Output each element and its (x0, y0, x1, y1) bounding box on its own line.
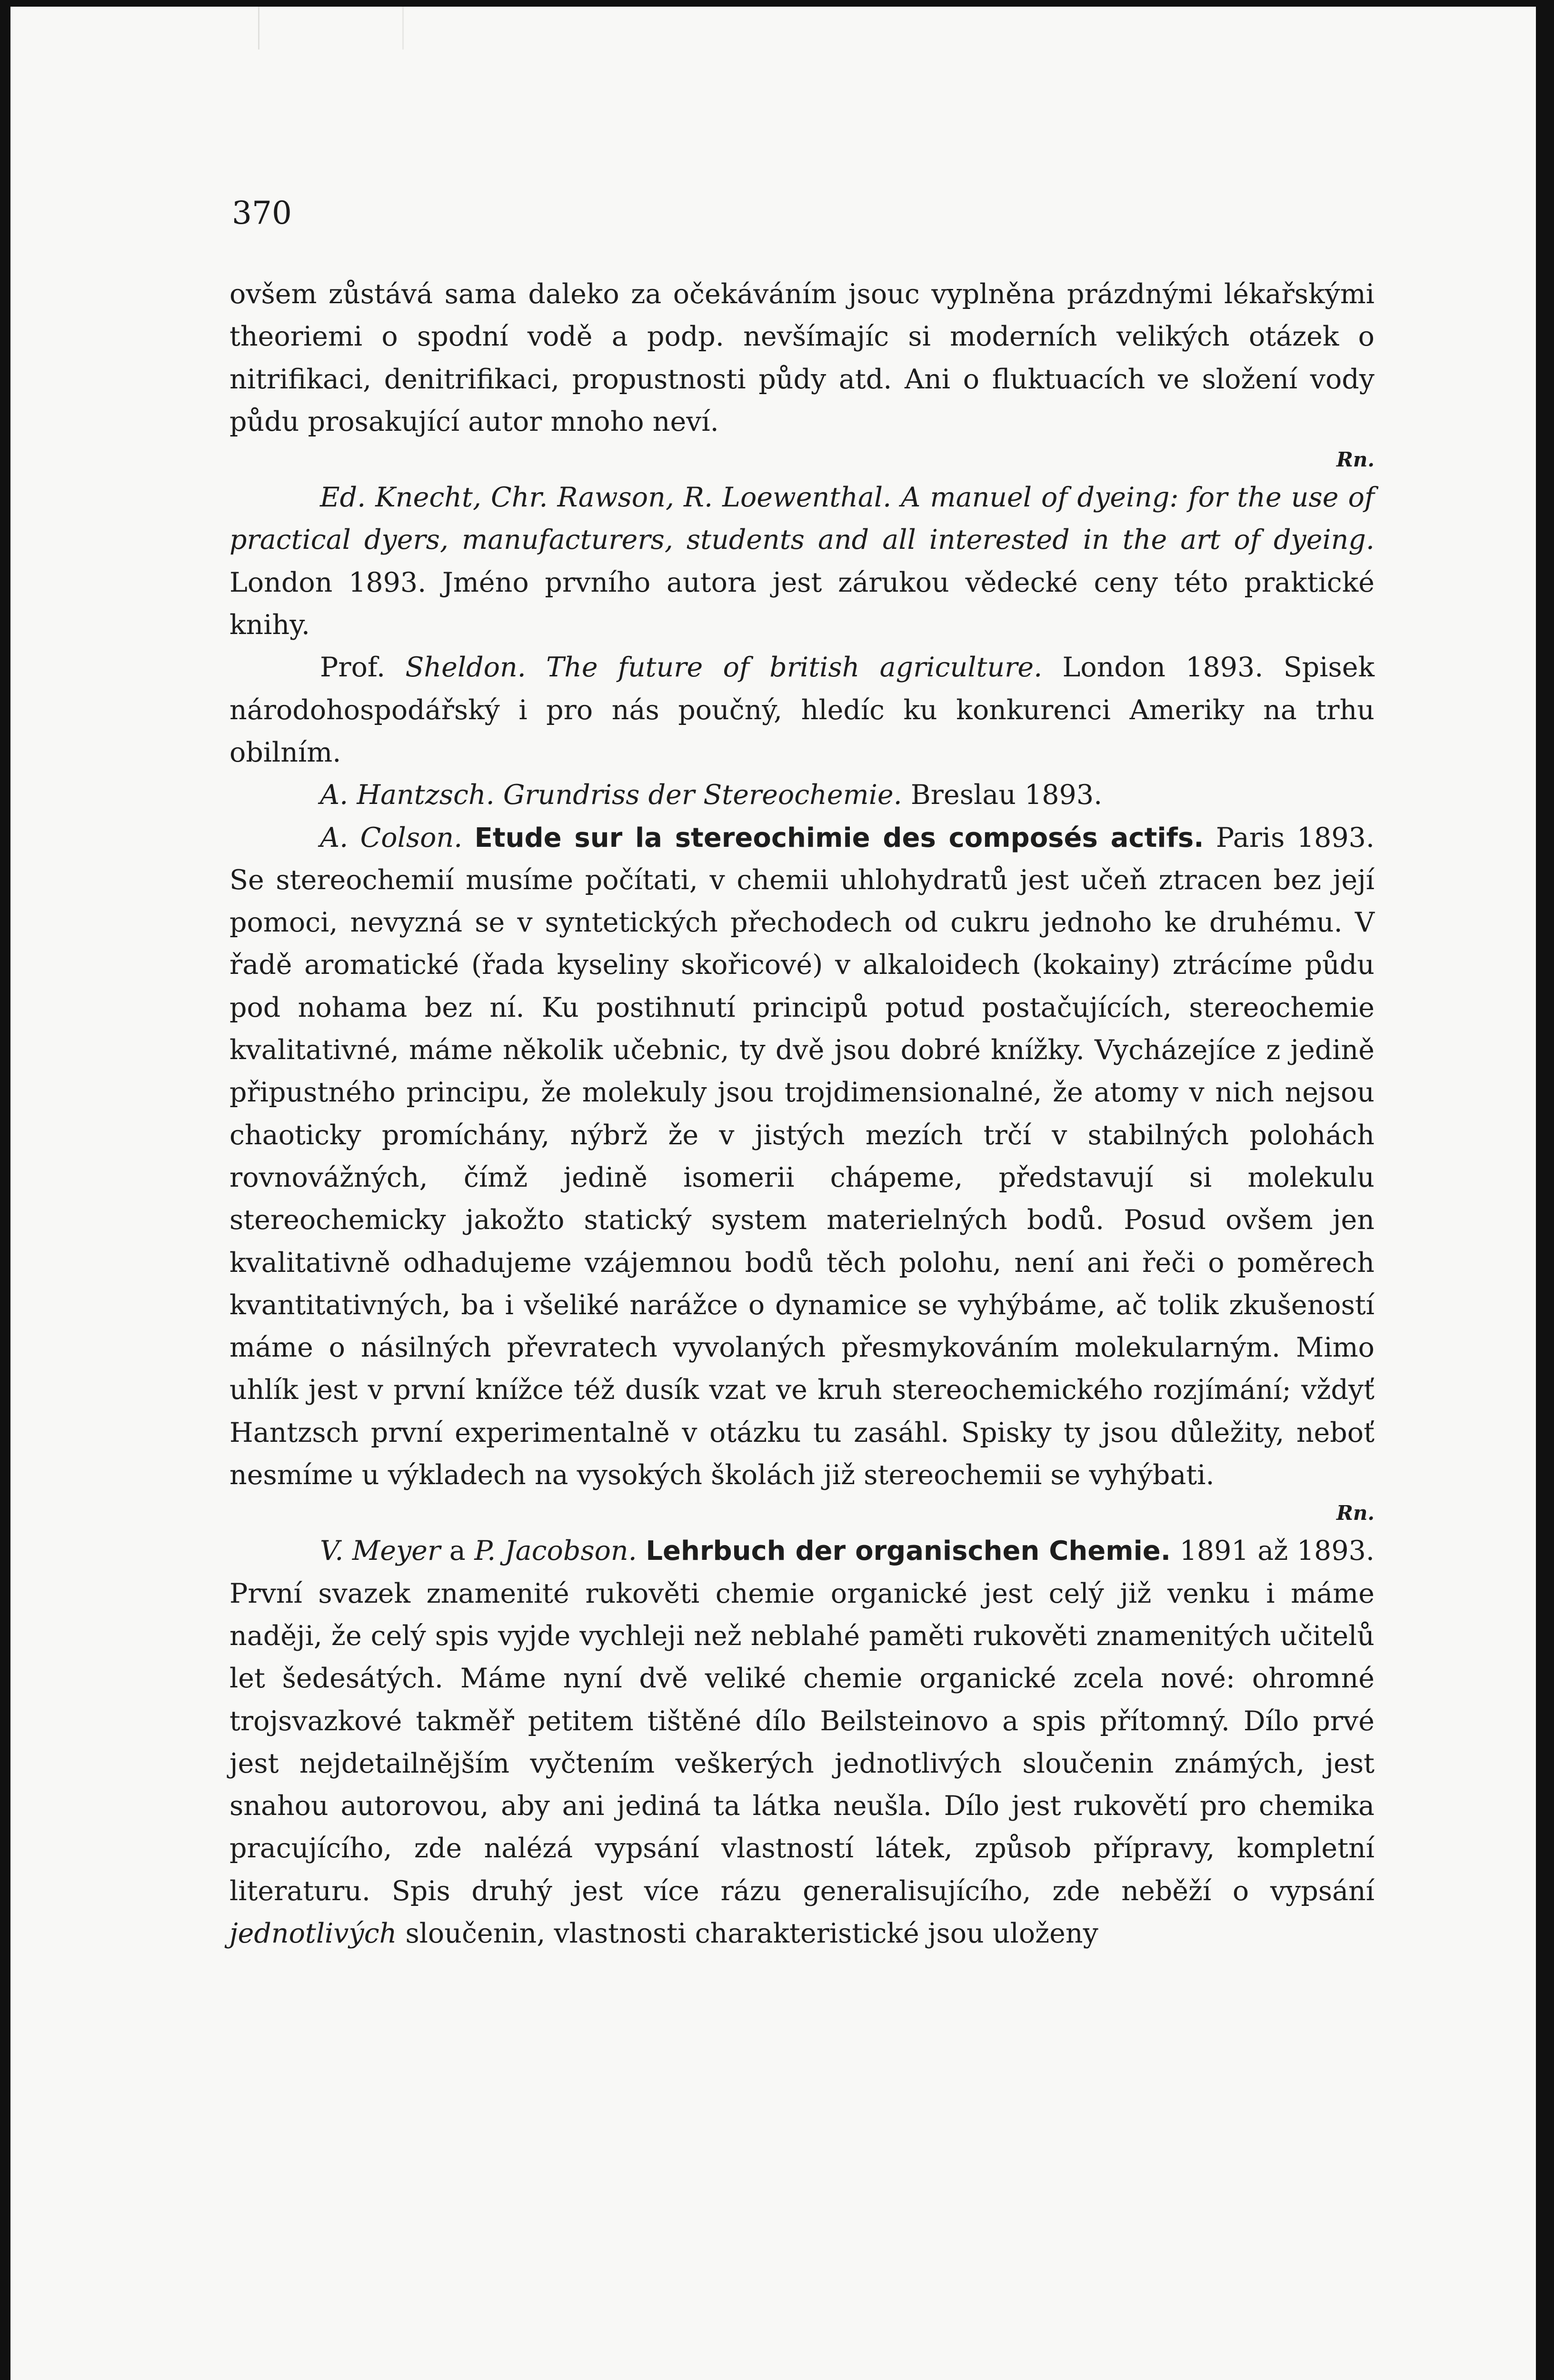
book-author: V. Meyer (320, 1535, 441, 1567)
paragraph-text: 1891 až 1893. První svazek znamenité rukověti chemie organické jest celý již venku i máme naději, že celý spis vyjde vychleji než neblahé paměti rukověti znamenitých učitelů let šedesátých. Máme nyní dvě veliké chemie organické zcela nové: ohromné trojsvazkové takměř petitem tištěné dílo Beilsteinovo a spis přítomný. Dílo prvé jest nejdetailnějším vyčtením veškerých jednotlivých sloučenin známých, jest snahou autorovou, aby ani jediná ta látka neušla. Dílo jest rukovětí pro chemika pracujícího, zde nalézá vypsání vlastností látek, způsob přípravy, kompletní literaturu. Spis druhý jest více rázu generalisujícího, zde neběží o vypsání (229, 1535, 1375, 1907)
paragraph-organic-chemistry (229, 1530, 1375, 1955)
book-title: Grundriss der Stereochemie. (503, 779, 902, 811)
emphasized-word: jednotlivých (229, 1917, 397, 1949)
paragraph-text: Breslau 1893. (910, 779, 1103, 811)
author-conjunction: a (449, 1535, 466, 1567)
paragraph-colson-stereochimie (229, 817, 1375, 1497)
author-prefix: Prof. (320, 652, 386, 684)
page-body (229, 273, 1375, 1955)
page-number: 370 (232, 195, 292, 231)
book-authors: Ed. Knecht, Chr. Rawson, R. Loewenthal. (320, 482, 892, 514)
book-title: A manuel of dyeing: for the use of practical dyers, manufacturers, students and all interested in the art of dyeing. (229, 482, 1375, 556)
paragraph-british-agriculture (229, 646, 1375, 774)
paragraph-dyeing-manual (229, 476, 1375, 646)
book-title: Etude sur la stereochimie des composés actifs. (474, 822, 1204, 853)
book-author: A. Colson. (320, 822, 463, 853)
reviewer-signature: Rn. (1336, 1501, 1375, 1525)
scan-artifact (258, 7, 404, 50)
book-title: Lehrbuch der organischen Chemie. (646, 1536, 1171, 1567)
paragraph-text: sloučenin, vlastnosti charakteristické jsou uloženy (405, 1917, 1098, 1949)
reviewer-signature: Rn. (1336, 448, 1375, 472)
book-author: A. Hantzsch. (320, 779, 495, 811)
paragraph-text: Paris 1893. Se stereochemií musíme počítati, v chemii uhlohydratů jest učeň ztracen bez její pomoci, nevyzná se v syntetických přechodech od cukru jednoho ke druhému. V řadě aromatické (řada kyseliny skořicové) v alkaloidech (kokainy) ztrácíme půdu pod nohama bez ní. Ku postihnutí principů potud postačujících, stereochemie kvalitativné, máme několik učebnic, ty dvě jsou dobré knížky. Vycházejíce z jedině připustného principu, že molekuly jsou trojdimensionalné, že atomy v nich nejsou chaoticky promíchány, nýbrž že v jistých mezích trčí v stabilných polohách rovnovážných, čímž jedině isomerii chápeme, představují si molekulu stereochemicky jakožto statický system materielných bodů. Posud ovšem jen kvalitativně odhadujeme vzájemnou bodů těch polohu, není ani řeči o poměrech kvantitativných, ba i všeliké narážce o dynamice se vyhýbáme, ač tolik zkušeností máme o násilných převratech vyvolaných přesmykováním molekularným. Mimo uhlík jest v první knížce též dusík vzat ve kruh stereochemického rozjímání; vždyť Hantzsch první experimentalně v otázku tu zasáhl. Spisky ty jsou důležity, neboť nesmíme u výkladech na vysokých školách již stereochemii se vyhýbati. (229, 822, 1375, 1491)
book-author: Sheldon. (405, 652, 526, 684)
paragraph-text: London 1893. Spisek národohospodářský i pro nás poučný, hledíc ku konkurenci Ameriky na trhu obilním. (229, 652, 1375, 768)
book-title: The future of british agriculture. (546, 652, 1043, 684)
paragraph-text: ovšem zůstává sama daleko za očekáváním jsouc vyplněna prázdnými lékařskými theoriemi o spodní vodě a podp. nevšímajíc si moderních velikých otázek o nitrifikaci, denitrifikaci, propustnosti půdy atd. Ani o fluktuacích ve složení vody půdu prosakující autor mnoho neví. (229, 278, 1375, 437)
book-author: P. Jacobson. (474, 1535, 637, 1567)
paragraph-text: London 1893. Jméno prvního autora jest zárukou vědecké ceny této praktické knihy. (229, 566, 1375, 641)
paragraph-stereochemie (229, 774, 1375, 816)
scanned-page (10, 7, 1536, 2380)
paragraph-soil-water-review (229, 273, 1375, 443)
